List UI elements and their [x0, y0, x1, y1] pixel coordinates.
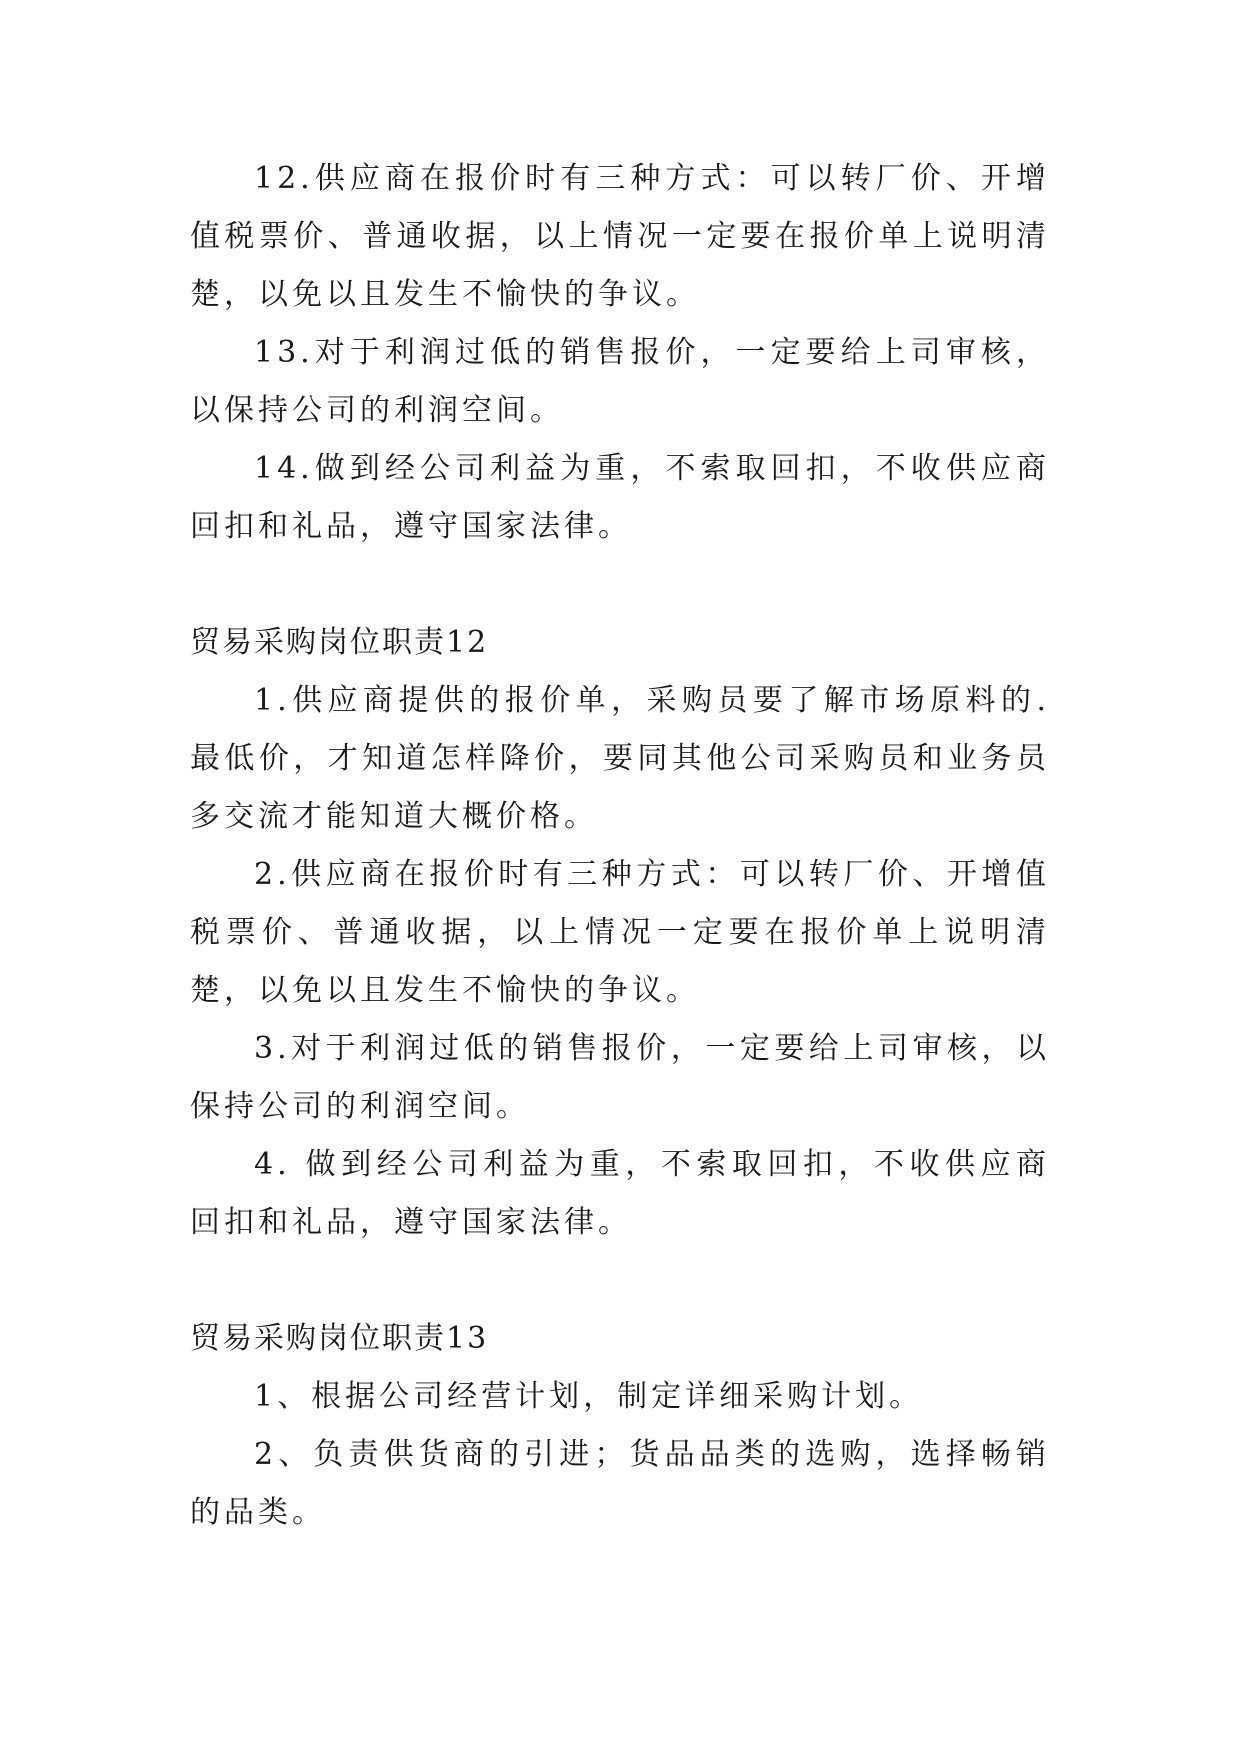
paragraph-item-12: 12.供应商在报价时有三种方式：可以转厂价、开增值税票价、普通收据，以上情况一定要在报价单上说明清楚，以免以且发生不愉快的争议。	[190, 161, 1050, 312]
section-spacer	[190, 556, 1050, 614]
paragraph-item-2: 2.供应商在报价时有三种方式：可以转厂价、开增值税票价、普通收据，以上情况一定要在报价单上说明清楚，以免以且发生不愉快的争议。	[190, 857, 1050, 1008]
section-heading-13: 贸易采购岗位职责13	[190, 1321, 489, 1356]
paragraph-item-13: 13.对于利润过低的销售报价，一定要给上司审核，以保持公司的利润空间。	[190, 335, 1050, 428]
section-heading-12: 贸易采购岗位职责12	[190, 625, 489, 660]
section-spacer	[190, 1252, 1050, 1310]
paragraph-item-1: 1、根据公司经营计划，制定详细采购计划。	[254, 1379, 924, 1414]
document-body	[190, 150, 1050, 1542]
paragraph-item-2: 2、负责供货商的引进；货品品类的选购，选择畅销的品类。	[190, 1437, 1050, 1530]
paragraph-item-1: 1.供应商提供的报价单，采购员要了解市场原料的.最低价，才知道怎样降价，要同其他公司采购员和业务员多交流才能知道大概价格。	[190, 683, 1050, 834]
paragraph-item-3: 3.对于利润过低的销售报价，一定要给上司审核，以保持公司的利润空间。	[190, 1031, 1050, 1124]
paragraph-item-14: 14.做到经公司利益为重，不索取回扣，不收供应商回扣和礼品，遵守国家法律。	[190, 451, 1050, 544]
paragraph-item-4: 4. 做到经公司利益为重，不索取回扣，不收供应商回扣和礼品，遵守国家法律。	[190, 1147, 1050, 1240]
